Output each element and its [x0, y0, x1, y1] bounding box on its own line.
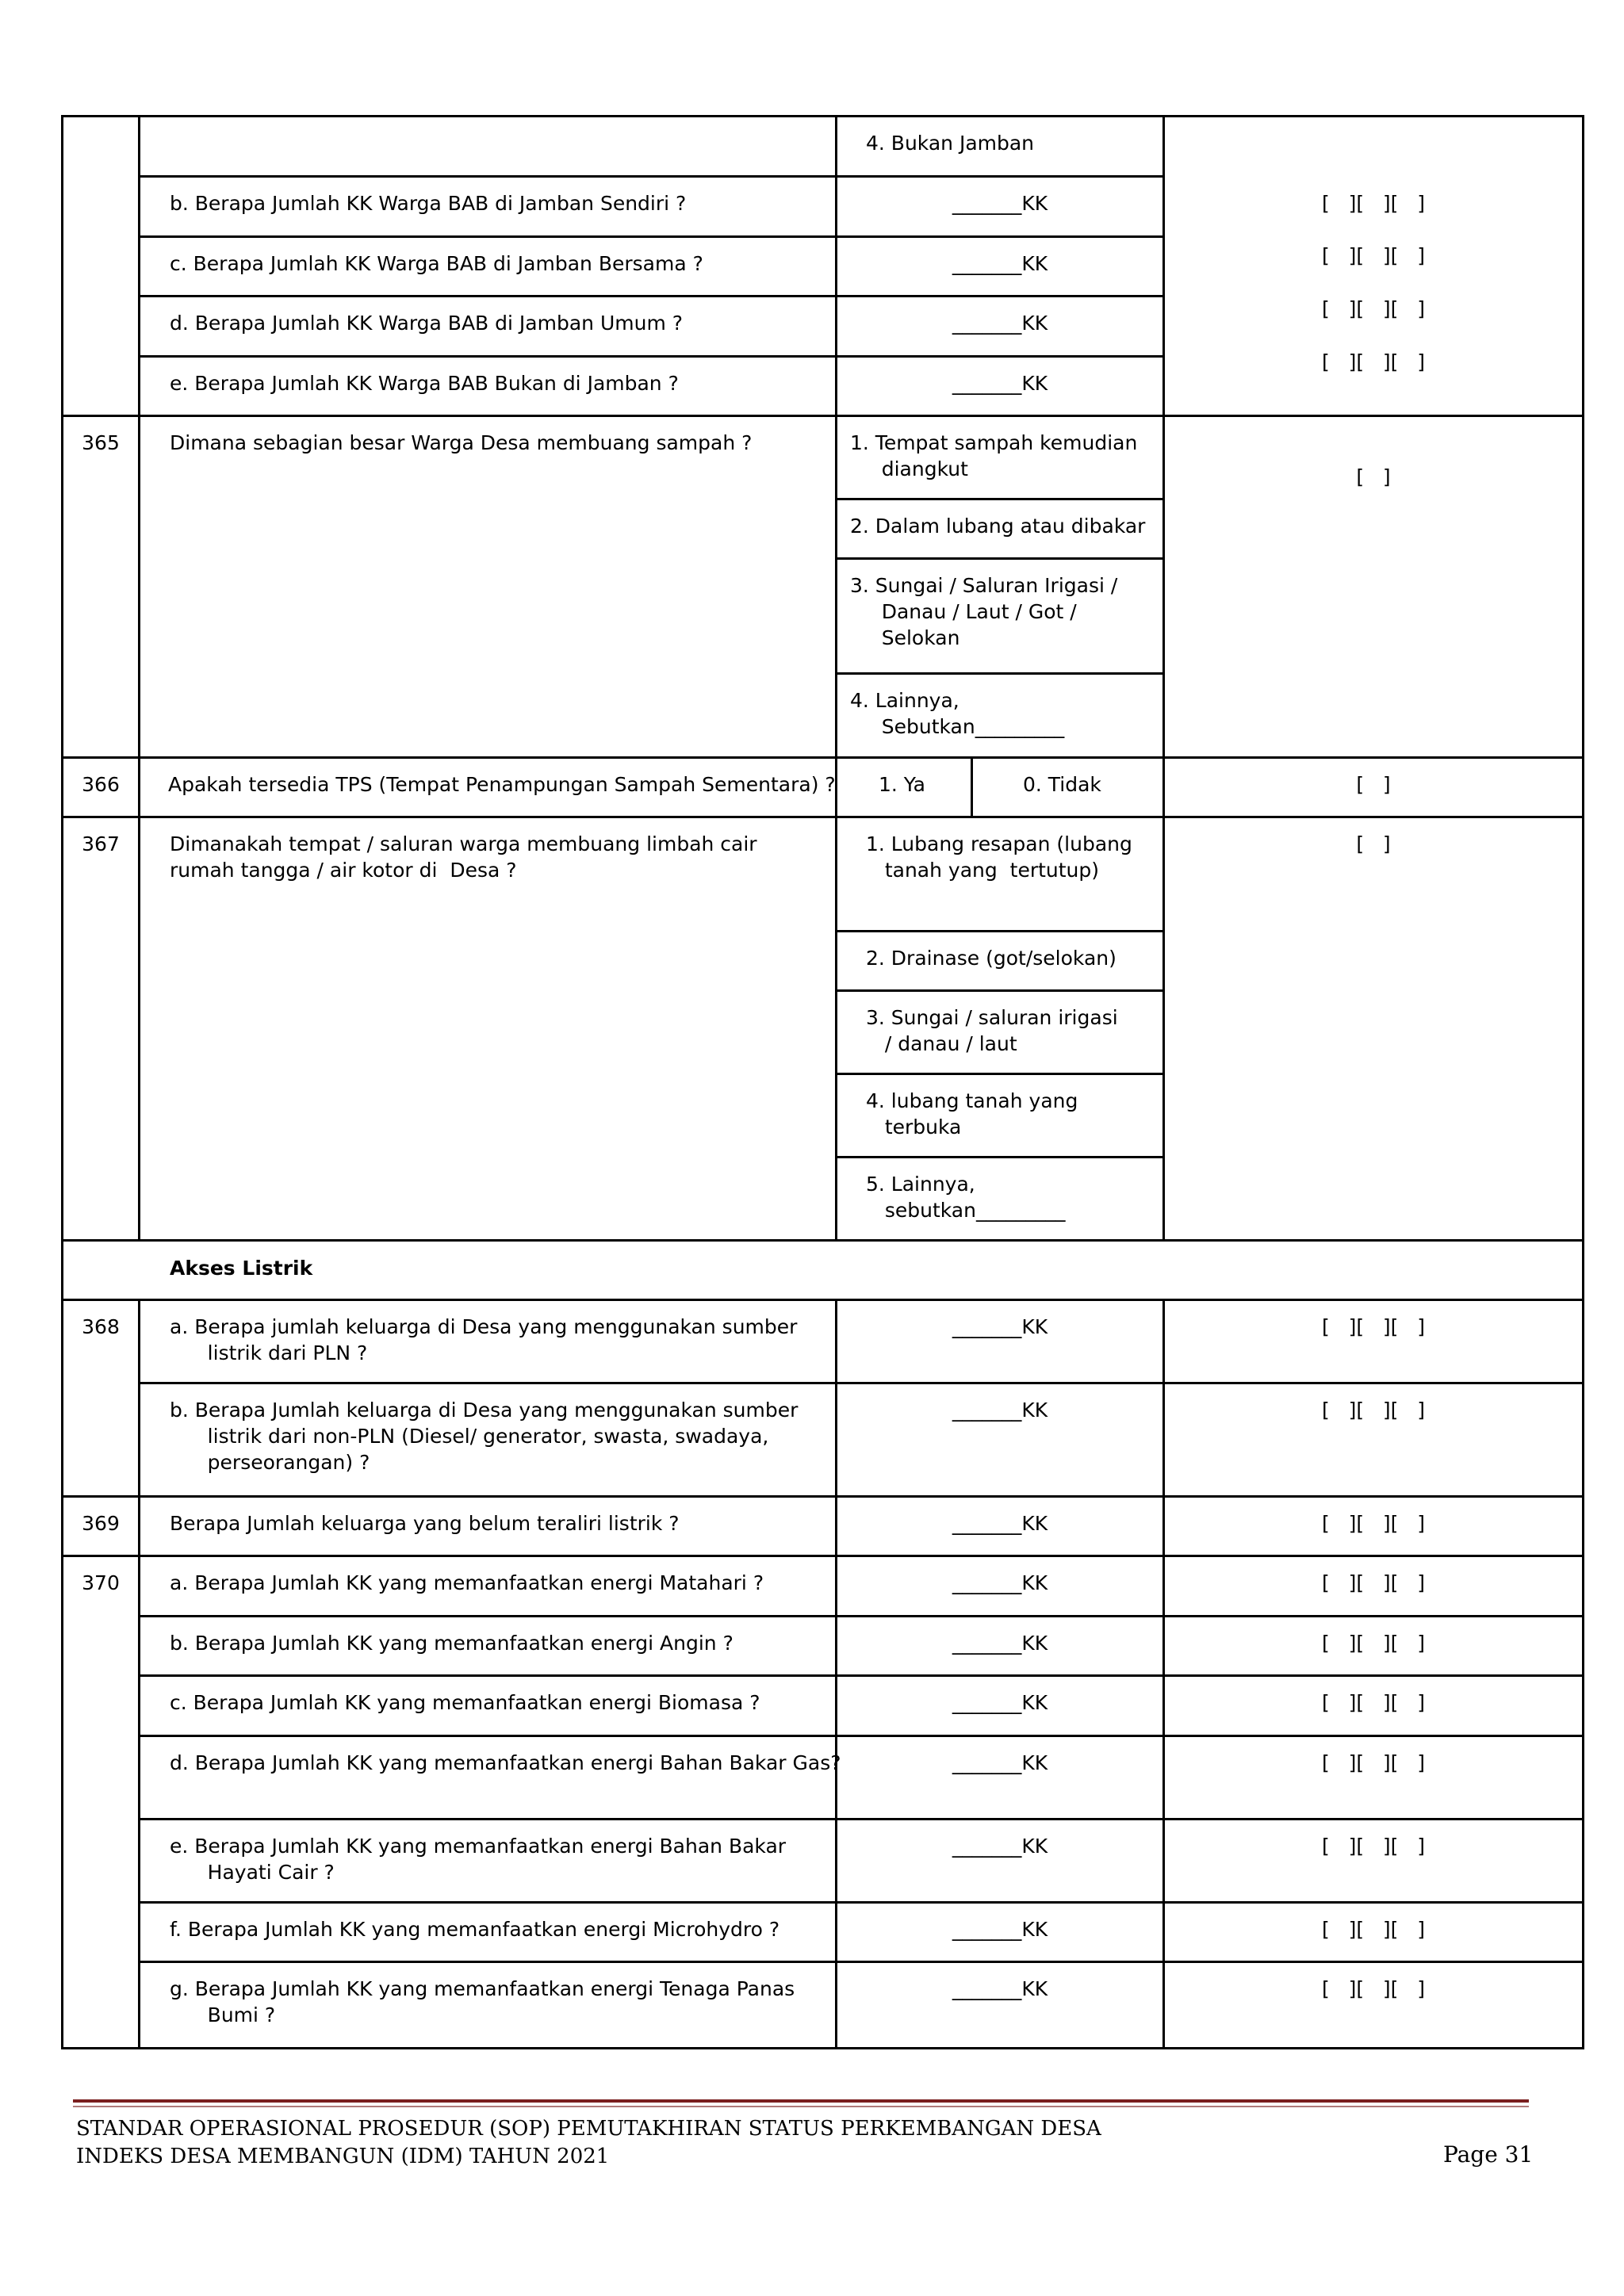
- option-367-1: 1. Lubang resapan (lubang tanah yang tertutup): [866, 832, 1132, 882]
- answer-box[interactable]: [ ][ ][ ]: [1321, 1632, 1426, 1655]
- answer-box[interactable]: [ ][ ][ ]: [1321, 192, 1426, 215]
- question-366: Apakah tersedia TPS (Tempat Penampungan Sampah Sementara) ?: [168, 773, 836, 796]
- col-sep-1: [138, 115, 140, 1239]
- row-line: [835, 930, 1165, 932]
- question-370e: e. Berapa Jumlah KK yang memanfaatkan energi Bahan Bakar Hayati Cair ?: [170, 1835, 787, 1884]
- row-line: [835, 989, 1165, 992]
- kk-input[interactable]: _______KK: [952, 1315, 1048, 1338]
- question-number: 370: [82, 1571, 120, 1594]
- option-366-ya: 1. Ya: [879, 773, 925, 796]
- row-line: [61, 816, 1584, 818]
- section-heading-akses-listrik: Akses Listrik: [170, 1257, 313, 1280]
- row-line: [835, 498, 1165, 500]
- row-line: [835, 672, 1165, 675]
- row-line: [61, 1299, 1584, 1301]
- footer-rule-light: [73, 2106, 1529, 2107]
- row-line: [835, 557, 1165, 560]
- row-line: [61, 1555, 1584, 1557]
- kk-input[interactable]: _______KK: [952, 1691, 1048, 1714]
- answer-box[interactable]: [ ][ ][ ]: [1321, 1918, 1426, 1941]
- option-367-3: 3. Sungai / saluran irigasi / danau / laut: [866, 1006, 1118, 1055]
- footer-rule-dark: [73, 2099, 1529, 2103]
- kk-input[interactable]: _______KK: [952, 1918, 1048, 1941]
- answer-box[interactable]: [ ]: [1356, 773, 1391, 796]
- kk-input[interactable]: _______KK: [952, 252, 1048, 275]
- page-number: Page 31: [1443, 2141, 1534, 2168]
- answer-box[interactable]: [ ][ ][ ]: [1321, 1399, 1426, 1422]
- col-sep-366: [971, 756, 973, 817]
- row-line: [138, 1615, 1584, 1617]
- question-369: Berapa Jumlah keluarga yang belum teraliri listrik ?: [170, 1512, 680, 1535]
- row-line: [138, 355, 1165, 358]
- row-line: [138, 295, 1165, 297]
- row-line: [835, 1073, 1165, 1075]
- answer-box[interactable]: [ ][ ][ ]: [1321, 1571, 1426, 1594]
- col-sep-2: [835, 115, 837, 1239]
- answer-box[interactable]: [ ][ ][ ]: [1321, 1315, 1426, 1338]
- kk-input[interactable]: _______KK: [952, 1512, 1048, 1535]
- kk-input[interactable]: _______KK: [952, 372, 1048, 395]
- kk-input[interactable]: _______KK: [952, 1571, 1048, 1594]
- row-line: [138, 235, 1165, 238]
- answer-box[interactable]: [ ][ ][ ]: [1321, 244, 1426, 267]
- question-370b: b. Berapa Jumlah KK yang memanfaatkan energi Angin ?: [170, 1632, 733, 1655]
- kk-input[interactable]: _______KK: [952, 1835, 1048, 1858]
- row-line: [138, 1818, 1584, 1820]
- question-365: Dimana sebagian besar Warga Desa membuang sampah ?: [170, 431, 753, 454]
- question-370c: c. Berapa Jumlah KK yang memanfaatkan energi Biomasa ?: [170, 1691, 760, 1714]
- row-line: [61, 415, 1584, 417]
- table-border-right: [1582, 115, 1584, 2049]
- table-border-left: [61, 115, 63, 2049]
- question-b-jamban-sendiri: b. Berapa Jumlah KK Warga BAB di Jamban Sendiri ?: [170, 192, 687, 215]
- answer-box[interactable]: [ ]: [1356, 465, 1391, 488]
- answer-box[interactable]: [ ][ ][ ]: [1321, 1512, 1426, 1535]
- kk-input[interactable]: _______KK: [952, 1632, 1048, 1655]
- question-c-jamban-bersama: c. Berapa Jumlah KK Warga BAB di Jamban Bersama ?: [170, 252, 703, 275]
- question-number: 368: [82, 1315, 120, 1338]
- answer-box[interactable]: [ ][ ][ ]: [1321, 297, 1426, 320]
- answer-box[interactable]: [ ][ ][ ]: [1321, 350, 1426, 373]
- option-365-2: 2. Dalam lubang atau dibakar: [850, 515, 1146, 538]
- row-line: [138, 1674, 1584, 1677]
- footer-title-line1: STANDAR OPERASIONAL PROSEDUR (SOP) PEMUTAKHIRAN STATUS PERKEMBANGAN DESA: [76, 2117, 1101, 2141]
- footer-title-line2: INDEKS DESA MEMBANGUN (IDM) TAHUN 2021: [76, 2145, 610, 2168]
- row-line: [138, 1735, 1584, 1737]
- row-line: [138, 175, 1165, 178]
- row-line: [138, 1961, 1584, 1963]
- kk-input[interactable]: _______KK: [952, 1399, 1048, 1422]
- kk-input[interactable]: _______KK: [952, 1751, 1048, 1774]
- answer-box[interactable]: [ ][ ][ ]: [1321, 1835, 1426, 1858]
- row-line: [138, 1382, 1584, 1384]
- row-line: [61, 1239, 1584, 1242]
- question-number: 367: [82, 832, 120, 855]
- option-367-4: 4. lubang tanah yang terbuka: [866, 1089, 1078, 1138]
- answer-box[interactable]: [ ][ ][ ]: [1321, 1691, 1426, 1714]
- kk-input[interactable]: _______KK: [952, 312, 1048, 335]
- answer-box[interactable]: [ ][ ][ ]: [1321, 1977, 1426, 2000]
- question-370a: a. Berapa Jumlah KK yang memanfaatkan energi Matahari ?: [170, 1571, 764, 1594]
- question-number: 369: [82, 1512, 120, 1535]
- row-line: [138, 1901, 1584, 1904]
- option-bukan-jamban: 4. Bukan Jamban: [866, 132, 1035, 155]
- kk-input[interactable]: _______KK: [952, 192, 1048, 215]
- col-sep-3: [1162, 115, 1165, 1239]
- row-line: [835, 1156, 1165, 1158]
- question-number: 366: [82, 773, 120, 796]
- option-365-1: 1. Tempat sampah kemudian diangkut: [850, 431, 1138, 480]
- option-367-2: 2. Drainase (got/selokan): [866, 947, 1116, 970]
- answer-box[interactable]: [ ][ ][ ]: [1321, 1751, 1426, 1774]
- question-e-bukan-jamban: e. Berapa Jumlah KK Warga BAB Bukan di Jamban ?: [170, 372, 679, 395]
- row-line: [61, 756, 1584, 759]
- option-365-4: 4. Lainnya, Sebutkan_________: [850, 689, 1065, 738]
- option-366-tidak: 0. Tidak: [1023, 773, 1101, 796]
- row-line: [61, 2047, 1584, 2049]
- question-368b: b. Berapa Jumlah keluarga di Desa yang menggunakan sumber listrik dari non-PLN (Diesel/ generator, swasta, swadaya, perseorangan) ?: [170, 1399, 799, 1474]
- question-370d: d. Berapa Jumlah KK yang memanfaatkan energi Bahan Bakar Gas?: [170, 1751, 841, 1774]
- question-367: Dimanakah tempat / saluran warga membuang limbah cair rumah tangga / air kotor di Desa ?: [170, 832, 757, 882]
- question-d-jamban-umum: d. Berapa Jumlah KK Warga BAB di Jamban Umum ?: [170, 312, 684, 335]
- answer-box[interactable]: [ ]: [1356, 832, 1391, 855]
- row-line: [61, 1495, 1584, 1498]
- kk-input[interactable]: _______KK: [952, 1977, 1048, 2000]
- question-number: 365: [82, 431, 120, 454]
- option-367-5: 5. Lainnya, sebutkan_________: [866, 1173, 1066, 1222]
- question-370f: f. Berapa Jumlah KK yang memanfaatkan energi Microhydro ?: [170, 1918, 780, 1941]
- row-line: [61, 115, 1584, 117]
- question-370g: g. Berapa Jumlah KK yang memanfaatkan energi Tenaga Panas Bumi ?: [170, 1977, 795, 2026]
- option-365-3: 3. Sungai / Saluran Irigasi / Danau / Laut / Got / Selokan: [850, 574, 1118, 649]
- question-368a: a. Berapa jumlah keluarga di Desa yang menggunakan sumber listrik dari PLN ?: [170, 1315, 798, 1364]
